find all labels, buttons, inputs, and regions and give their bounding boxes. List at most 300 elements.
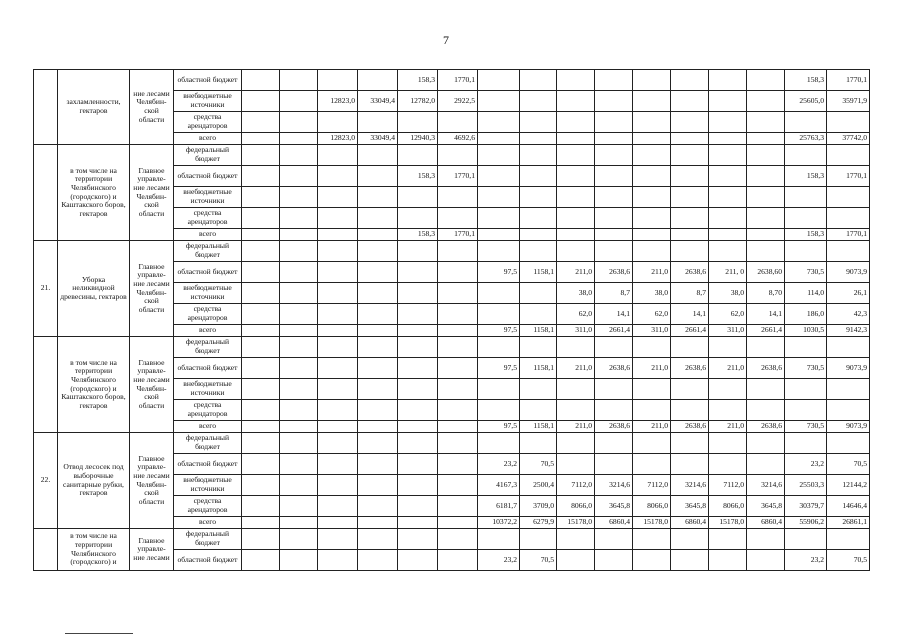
value-cell: 15178,0 [633,517,671,529]
value-cell [358,241,398,262]
value-cell [438,421,478,433]
table-row [34,241,870,262]
value-cell [358,421,398,433]
value-cell: 70,5 [520,550,557,571]
value-cell [633,529,671,550]
funding-source: областной бюджет [174,262,242,283]
value-cell: 6181,7 [478,496,520,517]
value-cell [478,379,520,400]
value-cell [633,379,671,400]
value-cell [557,145,595,166]
value-cell: 211,0 [557,358,595,379]
value-cell: 12823,0 [318,133,358,145]
value-cell [520,400,557,421]
value-cell [478,229,520,241]
value-cell [438,454,478,475]
value-cell [280,241,318,262]
value-cell: 33049,4 [358,91,398,112]
value-cell [520,70,557,91]
value-cell: 2638,6 [595,262,633,283]
value-cell [478,166,520,187]
value-cell [358,262,398,283]
funding-source: всего [174,421,242,433]
value-cell [318,262,358,283]
value-cell: 730,5 [785,262,827,283]
value-cell [595,187,633,208]
value-cell [318,70,358,91]
value-cell [557,208,595,229]
value-cell [709,133,747,145]
value-cell [671,133,709,145]
value-cell [242,187,280,208]
value-cell [242,358,280,379]
table-row [34,70,870,91]
value-cell: 62,0 [557,304,595,325]
value-cell [595,112,633,133]
value-cell: 23,2 [785,550,827,571]
value-cell [671,433,709,454]
value-cell [595,337,633,358]
value-cell [633,241,671,262]
value-cell [709,145,747,166]
value-cell [557,112,595,133]
funding-source: средства арендаторов [174,208,242,229]
value-cell [280,145,318,166]
funding-source: федеральный бюджет [174,241,242,262]
value-cell [633,454,671,475]
value-cell [242,304,280,325]
value-cell [438,358,478,379]
value-cell: 6860,4 [595,517,633,529]
program-table [33,69,870,571]
value-cell [785,433,827,454]
value-cell [358,70,398,91]
value-cell [671,454,709,475]
value-cell [557,400,595,421]
value-cell [709,229,747,241]
value-cell [438,112,478,133]
value-cell [438,304,478,325]
value-cell [785,187,827,208]
value-cell [520,337,557,358]
value-cell [280,304,318,325]
value-cell [438,550,478,571]
value-cell [358,337,398,358]
value-cell [520,379,557,400]
value-cell [709,187,747,208]
value-cell [595,529,633,550]
value-cell: 211,0 [557,262,595,283]
value-cell: 10372,2 [478,517,520,529]
value-cell [671,112,709,133]
value-cell [633,166,671,187]
value-cell [709,337,747,358]
value-cell [478,433,520,454]
value-cell [242,400,280,421]
value-cell [709,433,747,454]
value-cell: 2661,4 [671,325,709,337]
value-cell [438,517,478,529]
value-cell [671,550,709,571]
value-cell [633,208,671,229]
value-cell [318,517,358,529]
value-cell: 211,0 [709,358,747,379]
value-cell: 97,5 [478,262,520,283]
value-cell [438,283,478,304]
value-cell [280,187,318,208]
value-cell: 97,5 [478,421,520,433]
value-cell: 8,70 [747,283,785,304]
value-cell [557,241,595,262]
value-cell [478,283,520,304]
value-cell: 26861,1 [827,517,870,529]
value-cell [633,433,671,454]
value-cell [520,529,557,550]
value-cell [747,187,785,208]
value-cell [318,241,358,262]
value-cell [358,358,398,379]
value-cell: 4167,3 [478,475,520,496]
value-cell: 158,3 [398,70,438,91]
value-cell: 8066,0 [557,496,595,517]
value-cell [520,433,557,454]
executor: Главное управле-ние лесами Челябин-ской области [130,433,174,529]
value-cell [318,379,358,400]
value-cell: 25763,3 [785,133,827,145]
value-cell [520,187,557,208]
value-cell [438,400,478,421]
value-cell [242,229,280,241]
value-cell [280,358,318,379]
value-cell [318,529,358,550]
value-cell [633,187,671,208]
value-cell: 2500,4 [520,475,557,496]
funding-source: средства арендаторов [174,400,242,421]
value-cell: 2638,60 [747,262,785,283]
value-cell [280,112,318,133]
value-cell [671,337,709,358]
value-cell [633,91,671,112]
value-cell [827,529,870,550]
value-cell: 311,0 [557,325,595,337]
executor: Главное управле-ние лесами Челябин-ской области [130,145,174,241]
value-cell [827,112,870,133]
value-cell: 2922,5 [438,91,478,112]
value-cell [671,187,709,208]
value-cell: 2638,6 [671,421,709,433]
value-cell [747,91,785,112]
value-cell: 1158,1 [520,325,557,337]
value-cell [557,337,595,358]
value-cell [280,379,318,400]
value-cell [398,433,438,454]
funding-source: областной бюджет [174,454,242,475]
value-cell [785,379,827,400]
value-cell: 37742,0 [827,133,870,145]
value-cell: 70,5 [520,454,557,475]
value-cell: 158,3 [785,166,827,187]
value-cell [709,241,747,262]
value-cell: 15178,0 [709,517,747,529]
value-cell: 42,3 [827,304,870,325]
value-cell [557,379,595,400]
funding-source: федеральный бюджет [174,337,242,358]
value-cell [747,208,785,229]
value-cell [318,208,358,229]
value-cell: 2638,6 [595,421,633,433]
value-cell: 1770,1 [438,70,478,91]
value-cell: 211, 0 [709,262,747,283]
value-cell: 38,0 [709,283,747,304]
value-cell: 158,3 [785,70,827,91]
value-cell [242,325,280,337]
value-cell: 35971,9 [827,91,870,112]
value-cell: 7112,0 [709,475,747,496]
value-cell [438,208,478,229]
value-cell [398,358,438,379]
value-cell [358,433,398,454]
value-cell [633,112,671,133]
value-cell: 70,5 [827,550,870,571]
value-cell: 23,2 [478,454,520,475]
funding-source: областной бюджет [174,358,242,379]
value-cell: 14,1 [671,304,709,325]
value-cell [557,433,595,454]
value-cell: 14,1 [747,304,785,325]
value-cell: 6860,4 [747,517,785,529]
value-cell [242,421,280,433]
funding-source: внебюджетные источники [174,379,242,400]
value-cell: 2638,6 [595,358,633,379]
value-cell [438,145,478,166]
value-cell: 211,0 [557,421,595,433]
activity-name: в том числе на территории Челябинского (городского) и [58,529,130,571]
value-cell: 730,5 [785,358,827,379]
value-cell [438,337,478,358]
value-cell: 12782,0 [398,91,438,112]
value-cell [358,112,398,133]
activity-name: в том числе на территории Челябинского (городского) и Каштакского боров, гектаров [58,337,130,433]
value-cell [242,112,280,133]
value-cell [747,400,785,421]
value-cell [242,241,280,262]
value-cell [438,433,478,454]
value-cell: 3645,8 [595,496,633,517]
value-cell [318,145,358,166]
value-cell [747,454,785,475]
funding-source: внебюджетные источники [174,187,242,208]
value-cell [709,454,747,475]
value-cell [478,91,520,112]
funding-source: внебюджетные источники [174,283,242,304]
value-cell: 8,7 [671,283,709,304]
value-cell: 12144,2 [827,475,870,496]
value-cell [318,229,358,241]
value-cell [318,496,358,517]
value-cell [520,283,557,304]
value-cell [280,70,318,91]
value-cell: 3214,6 [747,475,785,496]
value-cell [242,475,280,496]
funding-source: всего [174,229,242,241]
value-cell [557,166,595,187]
value-cell [827,145,870,166]
value-cell [671,529,709,550]
value-cell: 97,5 [478,358,520,379]
value-cell [242,133,280,145]
funding-source: внебюджетные источники [174,475,242,496]
value-cell [709,379,747,400]
value-cell [438,379,478,400]
value-cell [398,241,438,262]
executor: Главное управле-ние лесами [130,529,174,571]
value-cell [398,304,438,325]
value-cell [280,229,318,241]
value-cell: 62,0 [633,304,671,325]
value-cell [318,400,358,421]
value-cell [242,517,280,529]
value-cell [478,187,520,208]
executor: Главное управле-ние лесами Челябин-ской области [130,337,174,433]
value-cell [520,229,557,241]
value-cell [398,337,438,358]
value-cell [318,283,358,304]
value-cell: 1770,1 [438,229,478,241]
value-cell [633,145,671,166]
funding-source: федеральный бюджет [174,433,242,454]
value-cell [318,304,358,325]
value-cell: 30379,7 [785,496,827,517]
value-cell [671,145,709,166]
table-row [34,529,870,550]
value-cell [358,454,398,475]
value-cell [438,187,478,208]
value-cell [785,112,827,133]
value-cell [358,187,398,208]
executor: Главное управле-ние лесами Челябин-ской области [130,241,174,337]
value-cell [398,517,438,529]
value-cell [709,112,747,133]
value-cell [520,208,557,229]
value-cell [520,133,557,145]
value-cell [398,283,438,304]
item-number: 22. [34,433,58,529]
value-cell [280,400,318,421]
funding-source: областной бюджет [174,70,242,91]
value-cell: 2638,6 [671,262,709,283]
funding-source: средства арендаторов [174,304,242,325]
value-cell [709,400,747,421]
value-cell [595,133,633,145]
value-cell [438,325,478,337]
value-cell [747,379,785,400]
value-cell [242,379,280,400]
value-cell [242,496,280,517]
value-cell [747,70,785,91]
item-number [34,529,58,571]
item-number [34,337,58,433]
value-cell [242,550,280,571]
value-cell [358,400,398,421]
value-cell [398,112,438,133]
value-cell [242,166,280,187]
item-number: 21. [34,241,58,337]
table-row [34,337,870,358]
value-cell [633,400,671,421]
value-cell [595,166,633,187]
funding-source: внебюджетные источники [174,91,242,112]
value-cell [438,475,478,496]
value-cell [595,379,633,400]
value-cell: 2638,6 [747,358,785,379]
value-cell: 311,0 [633,325,671,337]
value-cell [520,91,557,112]
item-number [34,70,58,145]
value-cell: 3214,6 [671,475,709,496]
value-cell [318,187,358,208]
value-cell: 158,3 [785,229,827,241]
value-cell: 9073,9 [827,262,870,283]
value-cell [478,337,520,358]
value-cell [557,187,595,208]
value-cell [438,262,478,283]
value-cell [242,208,280,229]
value-cell [398,325,438,337]
value-cell: 1770,1 [827,166,870,187]
funding-source: областной бюджет [174,550,242,571]
value-cell [478,208,520,229]
value-cell [318,358,358,379]
value-cell [242,70,280,91]
value-cell [478,304,520,325]
value-cell [358,229,398,241]
table-row [34,145,870,166]
value-cell [398,379,438,400]
value-cell [520,304,557,325]
value-cell [595,229,633,241]
value-cell [478,241,520,262]
value-cell [633,337,671,358]
value-cell [520,241,557,262]
value-cell [557,133,595,145]
value-cell [358,208,398,229]
value-cell [242,433,280,454]
value-cell: 7112,0 [557,475,595,496]
value-cell [557,550,595,571]
value-cell [478,529,520,550]
value-cell [318,421,358,433]
value-cell [478,133,520,145]
value-cell [671,208,709,229]
value-cell: 12940,3 [398,133,438,145]
value-cell [671,166,709,187]
value-cell [671,400,709,421]
value-cell [242,283,280,304]
value-cell [318,166,358,187]
value-cell: 1770,1 [827,229,870,241]
value-cell: 7112,0 [633,475,671,496]
value-cell [827,208,870,229]
value-cell [478,145,520,166]
value-cell [827,400,870,421]
value-cell: 3645,8 [747,496,785,517]
value-cell [280,550,318,571]
value-cell [398,475,438,496]
value-cell [785,529,827,550]
value-cell [671,241,709,262]
value-cell [520,112,557,133]
page-number: 7 [443,33,449,47]
